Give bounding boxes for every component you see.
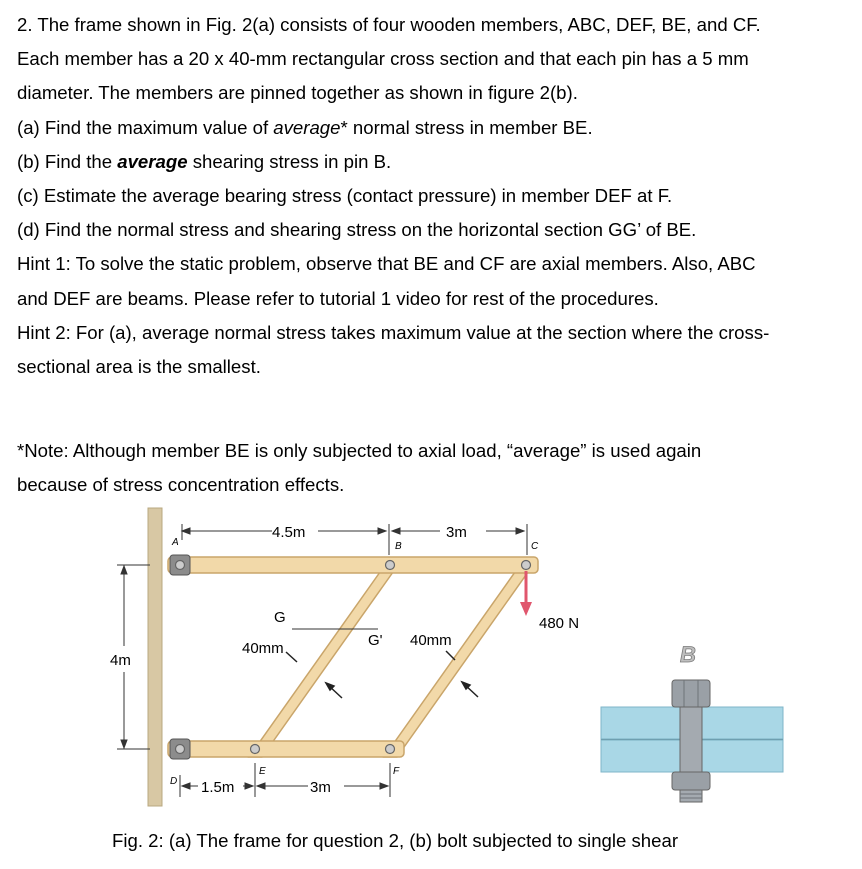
dim-de-label: 1.5m xyxy=(201,779,235,796)
bolt-nut xyxy=(672,772,710,790)
hint-1-continued: and DEF are beams. Please refer to tutorial 1 video for rest of the procedures. xyxy=(17,287,659,309)
question-b-text-end: shearing stress in pin B. xyxy=(187,150,392,172)
label-g: G xyxy=(274,609,286,626)
label-a: A xyxy=(172,537,179,548)
width-cf-label: 40mm xyxy=(410,632,452,649)
question-a-text-end: * normal stress in member BE. xyxy=(340,116,593,138)
pin-f xyxy=(386,745,395,754)
hint-1: Hint 1: To solve the static problem, observe that BE and CF are axial members. Also, ABC xyxy=(17,253,756,275)
figure-caption: Fig. 2: (a) The frame for question 2, (b) bolt subjected to single shear xyxy=(112,830,679,851)
load-arrow-head xyxy=(520,602,532,616)
bolt-label: B xyxy=(680,642,696,667)
bolt-head xyxy=(672,680,710,707)
wall-support xyxy=(148,508,162,806)
label-e: E xyxy=(259,766,266,777)
question-b-emphasis: average xyxy=(117,150,188,172)
problem-line: Each member has a 20 x 40-mm rectangular cross section and that each pin has a 5 mm xyxy=(17,48,749,70)
note-continued: because of stress concentration effects. xyxy=(17,474,345,496)
label-f: F xyxy=(393,766,400,777)
member-be xyxy=(249,565,398,757)
problem-statement xyxy=(17,8,857,503)
member-cf xyxy=(384,565,533,757)
hint-2: Hint 2: For (a), average normal stress takes maximum value at the section where the cross- xyxy=(17,321,770,343)
question-b xyxy=(17,145,857,179)
label-d: D xyxy=(170,776,178,787)
question-a xyxy=(17,111,857,145)
note: *Note: Although member BE is only subjected to axial load, “average” is used again xyxy=(17,440,702,462)
pin-c xyxy=(522,561,531,570)
question-d: (d) Find the normal stress and shearing stress on the horizontal section GG’ of BE. xyxy=(17,219,697,241)
problem-line: 2. The frame shown in Fig. 2(a) consists of four wooden members, ABC, DEF, BE, and CF. xyxy=(17,14,761,35)
member-abc xyxy=(168,557,538,573)
bolt-thread-end xyxy=(680,790,702,802)
question-a-emphasis: average xyxy=(273,116,341,138)
label-c: C xyxy=(531,541,539,552)
frame-figure xyxy=(0,500,862,830)
pin-a xyxy=(176,561,185,570)
dim-ab-label: 4.5m xyxy=(272,524,306,541)
width-be-label: 40mm xyxy=(242,640,284,657)
member-def xyxy=(168,741,404,757)
top-dimension xyxy=(182,524,527,555)
height-label: 4m xyxy=(110,652,131,669)
dim-bc-label: 3m xyxy=(446,524,467,541)
dim-ef-label: 3m xyxy=(310,779,331,796)
hint-2-continued: sectional area is the smallest. xyxy=(17,356,261,378)
pin-d xyxy=(176,745,185,754)
pin-b xyxy=(386,561,395,570)
pins xyxy=(176,561,531,754)
bolt-illustration xyxy=(601,642,783,802)
bolt-shank xyxy=(680,707,702,772)
pin-e xyxy=(251,745,260,754)
question-c: (c) Estimate the average bearing stress (contact pressure) in member DEF at F. xyxy=(17,185,673,207)
question-a-text: (a) Find the maximum value of xyxy=(17,116,274,138)
label-b: B xyxy=(395,541,402,552)
load-label: 480 N xyxy=(539,615,580,632)
question-b-text: (b) Find the xyxy=(17,150,118,172)
problem-line: diameter. The members are pinned together as shown in figure 2(b). xyxy=(17,82,578,104)
label-g-prime: G' xyxy=(368,632,383,649)
